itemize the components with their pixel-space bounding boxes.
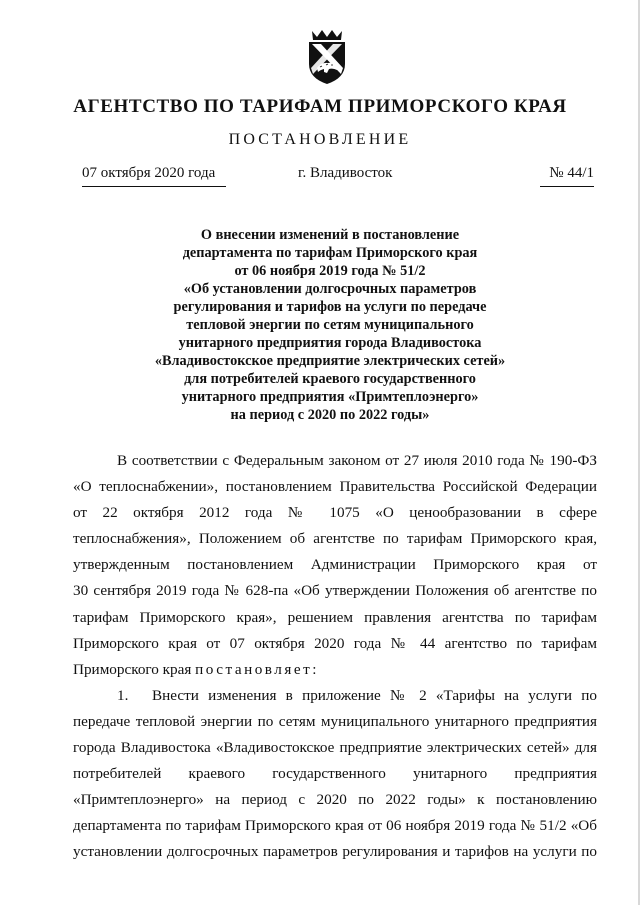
title-line: унитарного предприятия «Примтеплоэнерго» xyxy=(181,389,479,405)
title-line: унитарного предприятия города Владивостока xyxy=(178,335,482,351)
body-line: тарифам Приморского края», решением правления агентства по тарифам xyxy=(73,608,597,626)
body-line: департамента по тарифам Приморского края от 06 ноября 2019 года № 51/2 «Об xyxy=(73,817,597,835)
body-line: 30 сентября 2019 года № 628-па «Об утверждении Положения об агентстве по xyxy=(73,582,597,600)
title-line: департамента по тарифам Приморского края xyxy=(182,245,478,261)
document-type: ПОСТАНОВЛЕНИЕ xyxy=(228,131,412,148)
title-line: «Владивостокское предприятие электрических сетей» xyxy=(154,353,506,369)
document-number: № 44/1 xyxy=(540,165,594,187)
title-line: «Об установлении долгосрочных параметров xyxy=(183,281,477,297)
coat-of-arms-icon xyxy=(303,28,351,86)
body-line: «О теплоснабжении», постановлением Правительства Российской Федерации xyxy=(73,478,597,496)
body-line: теплоснабжения», Положением об агентстве по тарифам Приморского края, xyxy=(73,530,597,548)
body-line: передаче тепловой энергии по сетям муниципального унитарного предприятия xyxy=(73,712,597,730)
item-line xyxy=(73,683,597,709)
item-text: Внести изменения в приложение № 2 «Тарифы на услуги по xyxy=(152,686,597,704)
body-line: Приморского края от 07 октября 2020 года № 44 агентство по тарифам xyxy=(73,634,597,652)
body-line: «Примтеплоэнерго» на период с 2020 по 2022 годы» к постановлению xyxy=(73,791,597,809)
title-line: на период с 2020 по 2022 годы» xyxy=(230,407,430,423)
document-body xyxy=(73,448,597,866)
title-line: О внесении изменений в постановление xyxy=(200,227,460,243)
body-line: от 22 октября 2012 года № 1075 «О ценообразовании в сфере xyxy=(73,504,597,522)
body-line: В соответствии с Федеральным законом от 27 июля 2010 года № 190-ФЗ xyxy=(117,452,597,469)
item-number: 1. xyxy=(117,686,129,704)
body-line: города Владивостока «Владивостокское предприятие электрических сетей» для xyxy=(73,739,597,757)
body-line: утвержденным постановлением Администрации Приморского края от xyxy=(73,556,597,574)
document-title xyxy=(120,226,540,424)
body-line: потребителей краевого государственного унитарного предприятия xyxy=(73,765,597,783)
title-line: тепловой энергии по сетям муниципального xyxy=(186,317,474,333)
agency-name: АГЕНТСТВО ПО ТАРИФАМ ПРИМОРСКОГО КРАЯ xyxy=(73,96,567,117)
title-line: от 06 ноября 2019 года № 51/2 xyxy=(234,263,426,279)
document-date: 07 октября 2020 года xyxy=(82,165,226,187)
title-line: для потребителей краевого государственного xyxy=(184,371,476,387)
resolution-prefix: Приморского края xyxy=(73,660,196,678)
title-line: регулирования и тарифов на услуги по передаче xyxy=(173,299,487,315)
document-city: г. Владивосток xyxy=(298,165,393,181)
body-line: установлении долгосрочных параметров регулирования и тарифов на услуги по xyxy=(73,843,597,861)
body-line-resolution xyxy=(73,657,597,683)
resolution-verb: постановляет: xyxy=(195,660,319,678)
